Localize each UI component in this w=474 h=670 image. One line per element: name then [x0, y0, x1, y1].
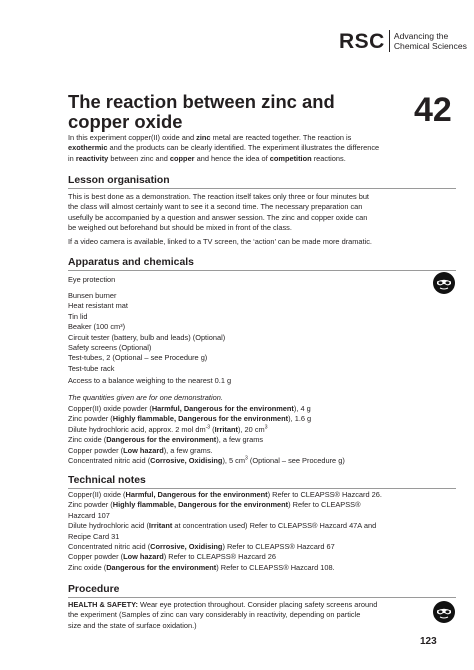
- section-divider: [68, 270, 456, 271]
- lesson-paragraph: This is best done as a demonstration. The reaction itself takes only three or four minutes but the class will almost certainly want to see it a second time. The necessary preparation can usefully be accompanied by a question and answer session. The zinc and copper oxide can be weighed out beforehand but should be mixed in front of the class.: [68, 192, 369, 233]
- chemicals-list: [68, 404, 448, 466]
- logo-divider: [389, 30, 390, 52]
- health-safety-note: HEALTH & SAFETY: Wear eye protection throughout. Consider placing safety screens around the experiment (Samples of zinc can vary considerably in reactivity, depending on particle size and the state of surface oxidation.): [68, 600, 378, 630]
- lesson-video-note: If a video camera is available, linked to a TV screen, the ‘action’ can be made more dramatic.: [68, 237, 372, 246]
- list-item: Beaker (100 cm³): [68, 322, 126, 332]
- eye-protection-label: Eye protection: [68, 275, 116, 284]
- list-item: Heat resistant mat: [68, 301, 128, 311]
- technical-notes-heading: Technical notes: [68, 475, 146, 486]
- list-item: Copper(II) oxide (Harmful, Dangerous for the environment) Refer to CLEAPSS® Hazcard 26.: [68, 490, 382, 499]
- logo-mark: RSC: [339, 29, 385, 53]
- list-item: Dilute hydrochloric acid, approx. 2 mol $dm^{-3}$ (Irritant), 20 $cm^3$: [68, 424, 268, 434]
- list-item: Concentrated nitric acid (Corrosive, Oxidising) Refer to CLEAPSS® Hazcard 67: [68, 542, 335, 552]
- page-title: The reaction between zinc and copper oxide: [68, 91, 335, 132]
- experiment-number: 42: [414, 91, 452, 129]
- list-item: Circuit tester (battery, bulb and leads) (Optional): [68, 332, 226, 342]
- list-item: Tin lid: [68, 311, 88, 321]
- section-divider: [68, 488, 456, 489]
- list-item: Test-tube rack: [68, 363, 115, 373]
- list-item: Copper powder (Low hazard), a few grams.: [68, 445, 213, 455]
- list-item: Zinc powder (Highly flammable, Dangerous for the environment) Refer to CLEAPSS®: [68, 500, 361, 510]
- list-item: Copper powder (Low hazard) Refer to CLEAPSS® Hazcard 26: [68, 552, 276, 562]
- list-item: Concentrated nitric acid (Corrosive, Oxidising), 5 $cm^3$ (Optional – see Procedure g): [68, 455, 345, 466]
- list-item: Dilute hydrochloric acid (Irritant at concentration used) Refer to CLEAPSS® Hazcard 47A and: [68, 521, 377, 531]
- list-item: Zinc powder (Highly flammable, Dangerous for the environment), 1.6 g: [68, 414, 312, 424]
- section-divider: [68, 188, 456, 189]
- rsc-logo: [339, 27, 467, 55]
- technical-notes-list: Copper(II) oxide (Harmful, Dangerous for the environment) Refer to CLEAPSS® Hazcard 26. Zinc powder (Highly flammable, Dangerous for the environment) Refer to CLEAPSS® Hazcard 107 Dilute hydrochloric acid (Irritant at concentration used) Refer to CLEAPSS® Hazcard 47A and Recipe Card 31 Concentrated nitric acid (Corrosive, Oxidising) Refer to CLEAPSS® Hazcard 67 Copper powder (Low hazard) Refer to CLEAPSS® Hazcard 26 Zinc oxide (Dangerous for the environment) Refer to CLEAPSS® Hazcard 108.: [68, 490, 448, 573]
- apparatus-heading: Apparatus and chemicals: [68, 257, 194, 268]
- lesson-organisation-heading: Lesson organisation: [68, 175, 170, 186]
- list-item: Safety screens (Optional): [68, 343, 152, 353]
- apparatus-list: [68, 291, 368, 374]
- list-item: Test-tubes, 2 (Optional – see Procedure g): [68, 353, 208, 363]
- page-number: 123: [420, 636, 437, 647]
- logo-tagline: Advancing the Chemical Sciences: [393, 31, 467, 51]
- list-item: Bunsen burner: [68, 291, 117, 300]
- quantities-note: The quantities given are for one demonstration.: [68, 393, 223, 402]
- procedure-heading: Procedure: [68, 584, 120, 595]
- balance-note: Access to a balance weighing to the nearest 0.1 g: [68, 376, 232, 385]
- list-item: Zinc oxide (Dangerous for the environment), a few grams: [68, 435, 264, 445]
- section-divider: [68, 597, 456, 598]
- intro-paragraph: In this experiment copper(II) oxide and zinc metal are reacted together. The reaction is exothermic and the products can be clearly identified. The experiment illustrates the difference in reactivity between zinc and copper and hence the idea of competition reactions.: [68, 133, 380, 163]
- list-item: Copper(II) oxide powder (Harmful, Dangerous for the environment), 4 g: [68, 404, 311, 413]
- goggles-icon: [433, 272, 455, 294]
- list-item: Zinc oxide (Dangerous for the environment) Refer to CLEAPSS® Hazcard 108.: [68, 562, 335, 572]
- goggles-icon: [433, 601, 455, 623]
